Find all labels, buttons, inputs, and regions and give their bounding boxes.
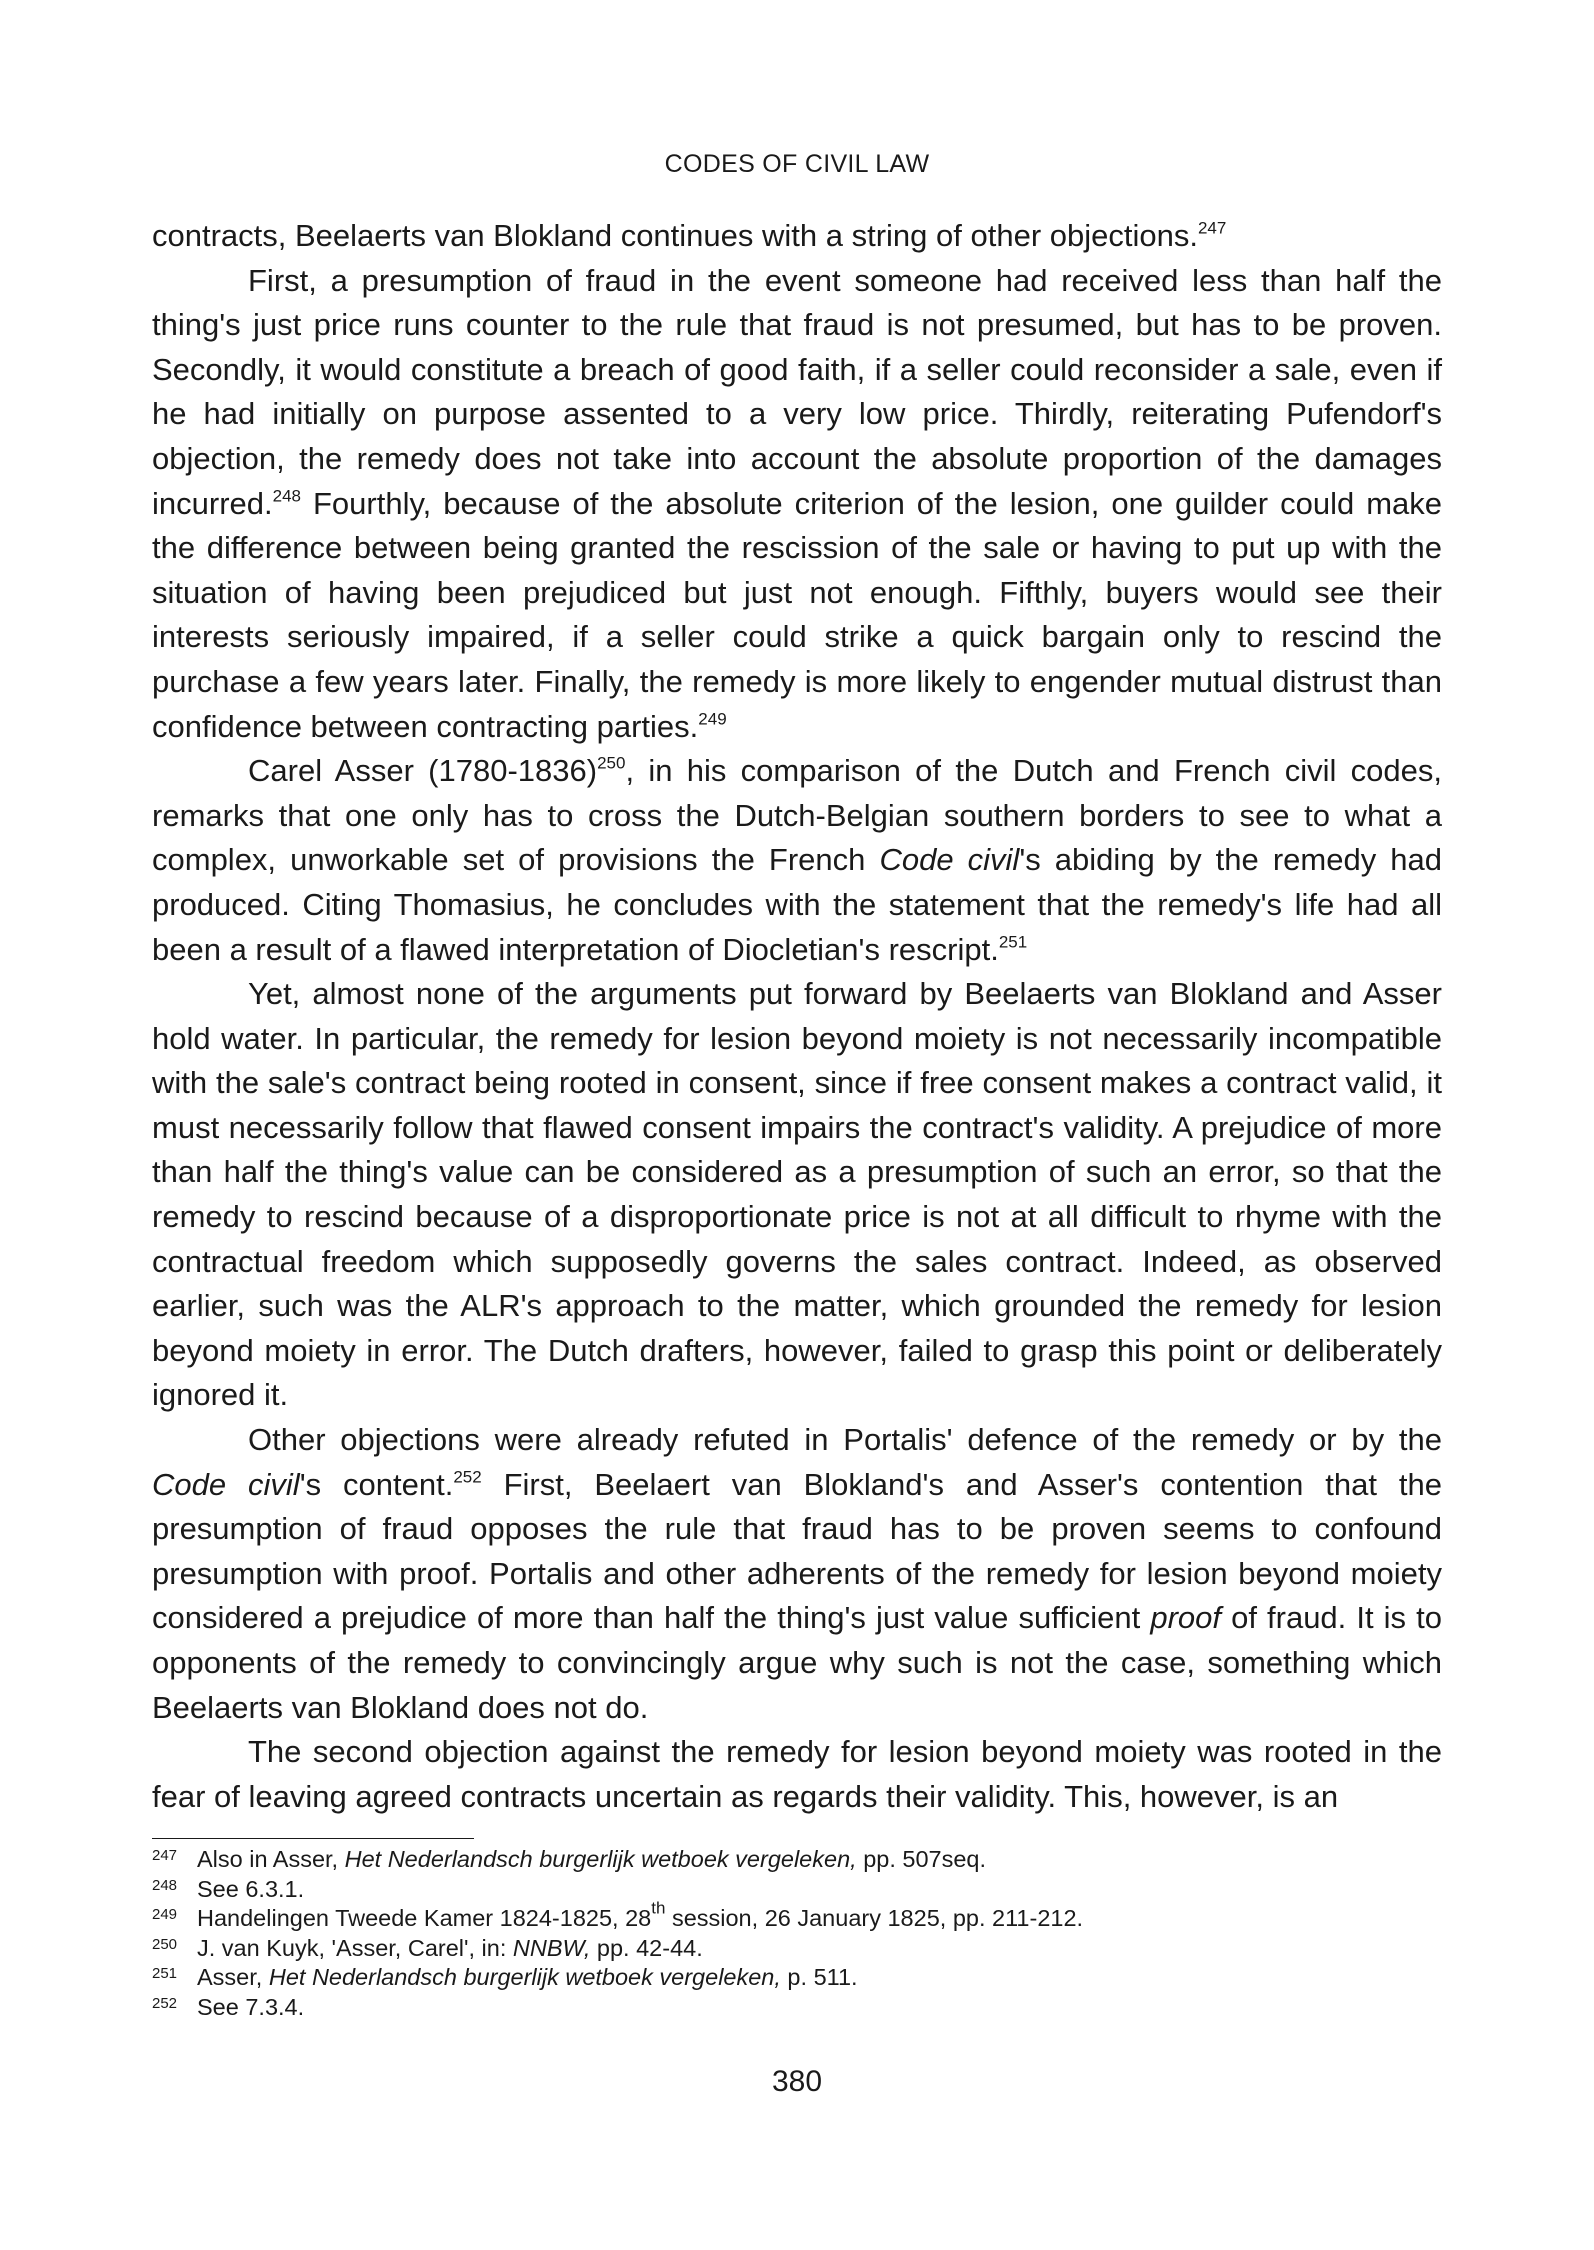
italic-text: Het Nederlandsch burgerlijk wetboek vergeleken, — [268, 1964, 781, 1990]
text-run: J. van Kuyk, 'Asser, Carel', in: — [197, 1934, 513, 1961]
running-header: CODES OF CIVIL LAW — [664, 150, 930, 178]
footnote-reference: 247 — [1197, 218, 1227, 238]
footnote — [152, 1875, 1442, 1905]
text-run: Asser, — [197, 1964, 269, 1990]
footnote-separator — [152, 1838, 474, 1839]
footnote — [152, 1963, 1442, 1993]
footnote-number: 248 — [152, 1876, 178, 1894]
footnote-number: 247 — [152, 1847, 178, 1864]
footnote-number: 251 — [152, 1965, 178, 1982]
text-run: Also in Asser, — [197, 1846, 345, 1872]
paragraph — [152, 1730, 1442, 1819]
footnote-text — [197, 1993, 304, 2023]
text-run: 's content. — [299, 1466, 454, 1502]
footnote — [152, 1845, 1442, 1875]
text-run: Other objections were already refuted in Portalis' defence of the remedy or by the — [248, 1422, 1442, 1458]
footnote-text — [197, 1934, 703, 1964]
paragraph — [152, 259, 1442, 750]
italic-text: NNBW, — [512, 1934, 591, 1961]
text-run: First, a presumption of fraud in the event someone had received less than half the thing's just price runs counter to the rule that fraud is not presumed, but has to be proven. Secondly, it would constitute a breach of good faith, if a seller could reconsider a sale, even if he had initially on purpose assented to a very low price. Thirdly, reiterating Pufendorf's objection, the remedy does not take into account the absolute proportion of the damages incurred. — [152, 262, 1442, 521]
text-run: contracts, Beelaerts van Blokland continues with a string of other objections. — [152, 218, 1198, 253]
text-run: pp. 507seq. — [856, 1846, 987, 1872]
text-run: session, 26 January 1825, pp. 211-212. — [665, 1905, 1084, 1931]
footnote-text — [197, 1875, 304, 1905]
text-run: First, Beelaert van Blokland's and Asser's contention that the presumption of fraud opposes the rule that fraud has to be proven seems to confound presumption with proof. Portalis and other adherents of the remedy for lesion beyond moiety considered a prejudice of more than half the thing's just value sufficient — [152, 1466, 1442, 1636]
text-run: p. 511. — [780, 1964, 858, 1990]
footnote-number: 250 — [152, 1935, 178, 1953]
italic-text: Code civil — [152, 1466, 300, 1502]
text-run: See 6.3.1. — [197, 1875, 305, 1902]
italic-text: Het Nederlandsch burgerlijk wetboek vergeleken, — [344, 1846, 857, 1872]
text-run: See 7.3.4. — [197, 1993, 305, 2020]
footnote-text — [197, 1845, 986, 1875]
footnote — [152, 1898, 1442, 1934]
text-run: Yet, almost none of the arguments put forward by Beelaerts van Blokland and Asser hold water. In particular, the remedy for lesion beyond moiety is not necessarily incompatible with the sale's contract being rooted in consent, since if free consent makes a contract valid, it must necessarily follow that flawed consent impairs the contract's validity. A prejudice of more than half the thing's value can be considered as a presumption of such an error, so that the remedy to rescind because of a disproportionate price is not at all difficult to rhyme with the contractual freedom which supposedly governs the sales contract. Indeed, as observed earlier, such was the ALR's approach to the matter, which grounded the remedy for lesion beyond moiety in error. The Dutch drafters, however, failed to grasp this point or deliberately ignored it. — [152, 976, 1442, 1413]
text-run: Carel Asser (1780-1836) — [248, 753, 598, 789]
footnote-reference: th — [651, 1898, 666, 1918]
footnote — [152, 1934, 1442, 1964]
footnotes-list — [152, 1845, 1442, 2022]
body-text — [152, 214, 1442, 1819]
paragraph — [152, 1418, 1442, 1730]
text-run: Handelingen Tweede Kamer 1824-1825, 28 — [197, 1905, 652, 1931]
footnote-reference: 251 — [998, 931, 1028, 951]
text-run: 's abiding by the remedy had produced. Citing Thomasius, he concludes with the statement that the remedy's life had all been a result of a flawed interpretation of Diocletian's rescript. — [152, 842, 1443, 967]
italic-text: Code civil — [879, 842, 1020, 878]
text-run: The second objection against the remedy for lesion beyond moiety was rooted in the fear of leaving agreed contracts uncertain as regards their validity. This, however, is an — [152, 1734, 1442, 1814]
footnote-reference: 249 — [698, 708, 727, 728]
footnote-number: 249 — [152, 1906, 178, 1923]
text-run: of fraud. It is to opponents of the remedy to convincingly argue why such is not the case, something which Beelaerts van Blokland does not do. — [152, 1600, 1442, 1725]
paragraph — [152, 214, 1442, 259]
paragraph — [152, 749, 1442, 972]
text-run: , in his comparison of the Dutch and French civil codes, remarks that one only has to cross the Dutch-Belgian southern borders to see to what a complex, unworkable set of provisions the French — [152, 753, 1442, 878]
footnote-reference: 248 — [272, 485, 301, 505]
text-run: pp. 42-44. — [590, 1934, 703, 1961]
footnote-text — [197, 1898, 1084, 1934]
text-run: Fourthly, because of the absolute criterion of the lesion, one guilder could make the difference between being granted the rescission of the sale or having to put up with the situation of having been prejudiced but just not enough. Fifthly, buyers would see their interests seriously impaired, if a seller could strike a quick bargain only to rescind the purchase a few years later. Finally, the remedy is more likely to engender mutual distrust than confidence between contracting parties. — [152, 485, 1442, 744]
italic-text: proof — [1150, 1600, 1221, 1636]
footnote-reference: 252 — [453, 1466, 482, 1486]
footnote-text — [197, 1963, 858, 1993]
paragraph — [152, 972, 1442, 1418]
footnote-reference: 250 — [597, 753, 626, 773]
footnote-number: 252 — [152, 1994, 178, 2012]
footnote — [152, 1993, 1442, 2023]
page-number: 380 — [771, 2065, 823, 2098]
